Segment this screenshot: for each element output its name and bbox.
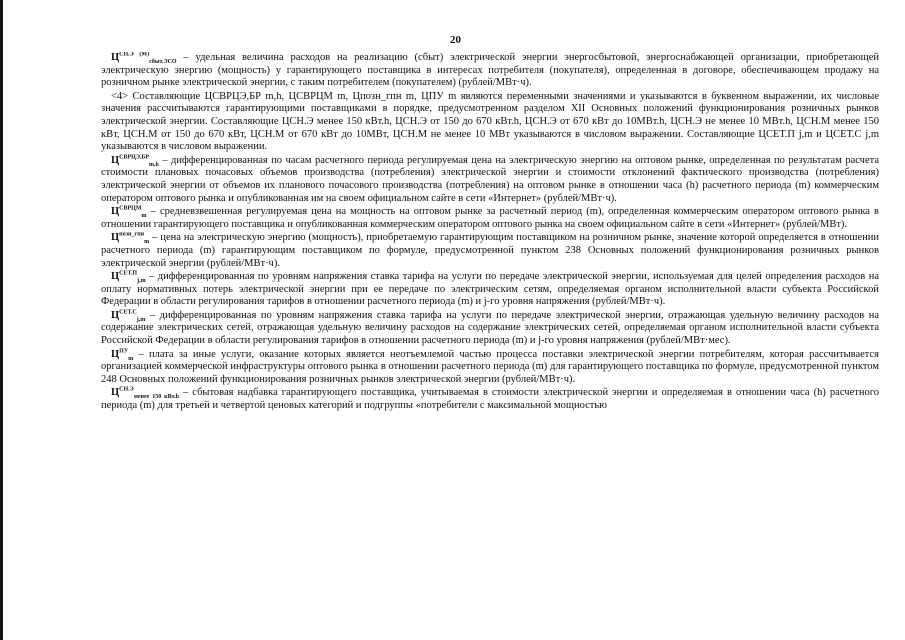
symbol-superscript: СВРЦЭ,БР — [119, 154, 150, 161]
symbol-subscript: m — [144, 239, 150, 246]
symbol-superscript: позн_гпн — [119, 231, 145, 238]
page-number: 20 — [450, 34, 461, 46]
symbol-subscript: m — [141, 213, 147, 220]
paragraph-text: – сбытовая надбавка гарантирующего поставщика, учитываемая в стоимости электрической энергии и определяемая в отношении часа (h) расчетного периода (m) для третьей и четвертой ценовых категорий и подгруппы «потребители с максимальной мощностью — [101, 387, 879, 412]
symbol-superscript: СВРЦМ — [119, 205, 142, 212]
paragraph-text: – дифференцированная по уровням напряжения ставка тарифа на услуги по передаче электрической энергии, используемая для целей определения расходов на оплату нормативных потерь электрической энергии при ее передаче по электрическим сетям, определяемая органом исполнительной власти субъекта Российской Федерации в области регулирования тарифов в отношении расчетного периода (m) и j-го уровня напряжения (рублей/МВт·ч). — [101, 271, 879, 308]
symbol-superscript: СЕТ.П — [119, 270, 138, 277]
symbol-subscript: m — [128, 355, 134, 362]
paragraph-text: – дифференцированная по уровням напряжения ставка тарифа на услуги по передаче электрической энергии, отражающая удельную величину расходов на содержание электрических сетей, отражающая удельную величину расходов на содержание электрических сетей, определяемая органом исполнительной власти субъекта Российской Федерации в области регулирования тарифов в отношении расчетного периода (m) и j-го уровня напряжения (рублей/МВт·мес). — [101, 309, 879, 347]
paragraph — [101, 52, 879, 90]
paragraph-text: – дифференцированная по часам расчетного периода регулируемая цена на электрическую энергию на оптовом рынке, определенная по результатам расчета стоимости плановых почасовых объемов производства (потребления) электрической энергии и стоимости отклонений фактического производства (потребления) электрической энергии от объемов их планового почасового производства (потребления) на оптовом рынке в отношении часа (h) расчетного периода (m) коммерческим оператором оптового рынка и опубликованная им на своем официальном сайте в сети «Интернет» (рублей/МВт·ч). — [101, 154, 879, 204]
formula-symbol: $Ц^{СН.Э}_{менее 150 кВт.h}$ — [111, 386, 179, 401]
symbol-subscript: j,m — [136, 316, 146, 323]
formula-symbol: $Ц^{СВРЦМ}_m$ — [111, 205, 147, 220]
paragraph-text: – удельная величина расходов на реализацию (сбыт) электрической энергии энергосбытовой, энергоснабжающей организации, приобретающей электрическую энергию (мощность) у гарантирующего поставщика в интересах потребителя (покупателя), определенная в договоре, обеспечивающем продажу на розничном рынке электрической энергии, с таким потребителем (покупателем) (рублей/МВт·ч). — [101, 52, 879, 89]
symbol-subscript: m,h — [149, 161, 159, 168]
symbol-subscript: менее 150 кВт.h — [133, 394, 179, 401]
symbol-superscript: СЕТ.С — [119, 309, 137, 316]
symbol-subscript: сбыт.ЭСО — [149, 59, 177, 66]
paragraph-text: – средневзвешенная регулируемая цена на мощность на оптовом рынке за расчетный период (m), определенная коммерческим оператором оптового рынка в отношении гарантирующего поставщика и опубликованная коммерческим оператором оптового рынка на своем официальном сайте в сети «Интернет» (рублей/МВт). — [101, 206, 879, 230]
formula-symbol: $Ц^{позн\_гпн}_m$ — [111, 231, 150, 246]
paragraph — [101, 91, 879, 154]
formula-symbol: $Ц^{СН.Э (М)}_{сбыт.ЭСО}$ — [111, 52, 177, 66]
paragraph — [101, 155, 879, 205]
paragraph — [101, 310, 879, 348]
paragraph-text: – плата за иные услуги, оказание которых является неотъемлемой частью процесса поставки электрической энергии потребителям, которая рассчитывается организацией коммерческой инфраструктуры оптового рынка в отношении расчетного периода (m) для гарантирующего поставщика по формуле, предусмотренной пунктом 248 Основных положений функционирования розничных рынков электрической энергии (рублей/МВт·ч). — [101, 348, 879, 385]
document-body — [101, 52, 879, 640]
paragraph — [101, 232, 879, 270]
paragraph — [101, 349, 879, 387]
formula-symbol: $Ц^{ПУ}_m$ — [111, 348, 134, 362]
formula-symbol: $Ц^{СВРЦЭ,БР}_{m,h}$ — [111, 154, 159, 168]
formula-symbol: $Ц^{СЕТ.П}_{j,m}$ — [111, 270, 146, 285]
paragraph-text: – цена на электрическую энергию (мощность), приобретаемую гарантирующим поставщиком на розничном рынке, значение которой определяется в отношении расчетного периода (m) гарантирующим поставщиком по формуле, предусмотренной пунктом 238 Основных положений функционирования розничных рынков электрической энергии (рублей/МВт·ч). — [101, 232, 879, 269]
symbol-superscript: ПУ — [119, 348, 129, 355]
symbol-superscript: СН.Э (М) — [119, 52, 150, 58]
paragraph — [101, 206, 879, 231]
symbol-superscript: СН.Э — [119, 386, 134, 393]
paragraph — [101, 271, 879, 309]
paragraph-text: <4> Составляющие ЦСВРЦЭ,БР m,h, ЦСВРЦМ m, Цпозн_гпн m, ЦПУ m являются переменными значениями и указываются в буквенном выражении, их числовые значения рассчитываются гарантирующими поставщиками в порядке, предусмотренном разделом XII Основных положений функционирования розничных рынков электрической энергии. Составляющие ЦСН.Э менее 150 кВт.h, ЦСН.Э от 150 до 670 кВт.h, ЦСН.Э от 670 кВт до 10МВт.h, ЦСН.Э не менее 10 МВт.h, ЦСН.М менее 150 кВт, ЦСН.М от 150 до 670 кВт, ЦСН.М от 670 кВт до 10МВт, ЦСН.М не менее 10 МВт указываются в числовом выражении. Составляющие ЦСЕТ.П j,m и ЦСЕТ.С j,m указываются в числовом выражении. — [101, 90, 879, 153]
symbol-subscript: j,m — [137, 278, 146, 285]
paragraph — [101, 387, 879, 412]
formula-symbol: $Ц^{СЕТ.С}_{j,m}$ — [111, 309, 146, 323]
